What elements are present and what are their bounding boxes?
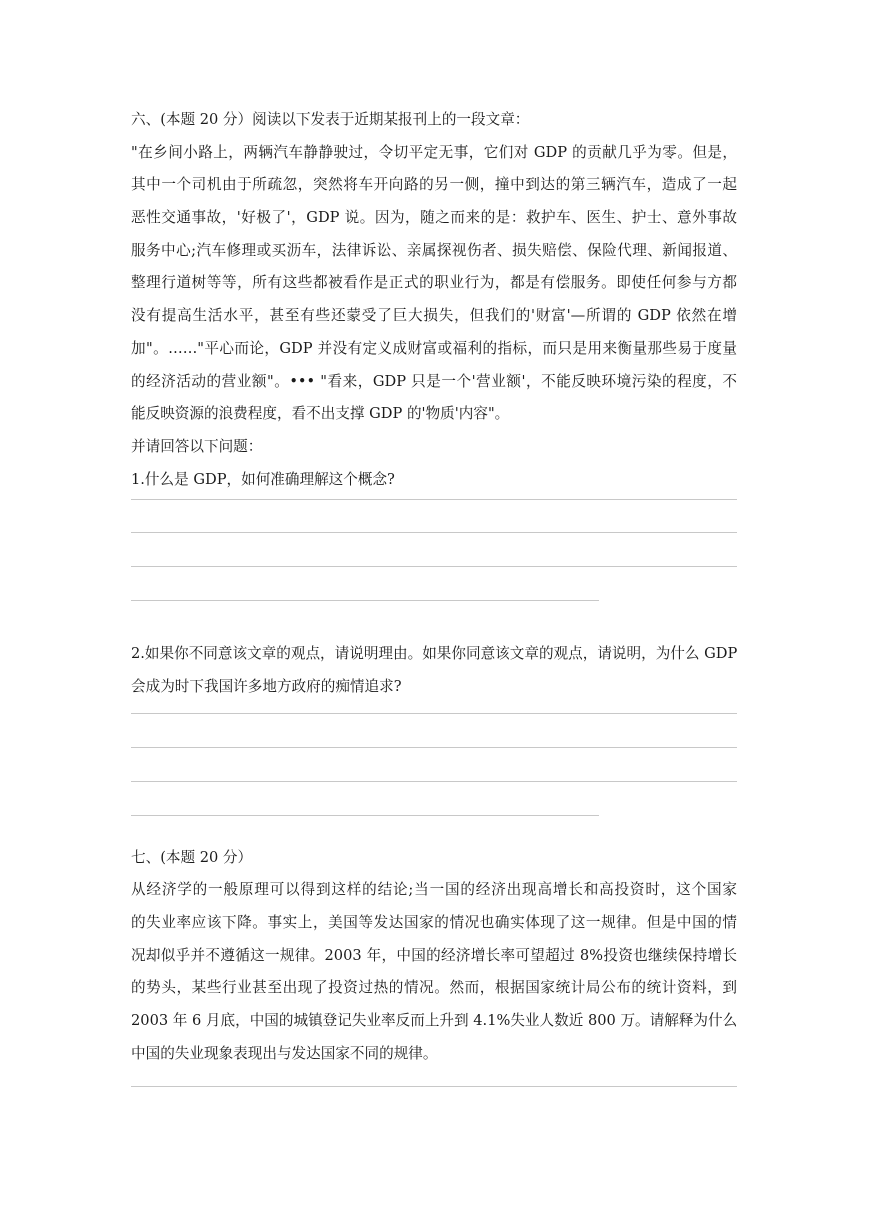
passage-line: 没有提高生活水平，甚至有些还蒙受了巨大损失，但我们的'财富'—所谓的 GDP 依然在增 — [131, 307, 737, 325]
passage-line: 整理行道树等等，所有这些都被看作是正式的职业行为，都是有偿服务。即使任何参与方都 — [131, 274, 737, 292]
document-page — [131, 104, 737, 1090]
section-6-heading: 六、(本题 20 分）阅读以下发表于近期某报刊上的一段文章： — [131, 111, 530, 128]
answer-line — [131, 815, 599, 816]
answer-line — [131, 532, 737, 533]
section-6-passage — [131, 137, 737, 431]
body-line: 2003 年 6 月底，中国的城镇登记失业率反而上升到 4.1%失业人数近 800 万。请解释为什么 — [131, 1012, 738, 1030]
answer-lines-s7 — [131, 1070, 737, 1090]
question-2-line: 2.如果你不同意该文章的观点，请说明理由。如果你同意该文章的观点，请说明，为什么 GDP — [131, 645, 738, 663]
answer-line — [131, 499, 737, 500]
passage-line: 服务中心;汽车修理或买沥车，法律诉讼、亲属探视伤者、损失赔偿、保险代理、新闻报道、 — [131, 241, 737, 259]
body-line: 从经济学的一般原理可以得到这样的结论;当一国的经济出现高增长和高投资时，这个国家 — [131, 881, 737, 899]
answer-line — [131, 600, 599, 601]
passage-line: 其中一个司机由于所疏忽，突然将车开向路的另一侧，撞中到达的第三辆汽车，造成了一起 — [131, 176, 737, 194]
body-line: 的失业率应该下降。事实上，美国等发达国家的情况也确实体现了这一规律。但是中国的情 — [131, 914, 737, 931]
instruction-text: 并请回答以下问题： — [131, 437, 263, 455]
answer-line — [131, 781, 737, 782]
section-7-heading: 七、(本题 20 分） — [131, 848, 253, 866]
body-line: 中国的失业现象表现出与发达国家不同的规律。 — [131, 1044, 438, 1062]
passage-line: 能反映资源的浪费程度，看不出支撑 GDP 的'物质'内容"。 — [131, 405, 510, 423]
answer-lines-q1 — [131, 496, 737, 612]
passage-line: 加"。……"平心而论，GDP 并没有定义成财富或福利的指标，而只是用来衡量那些易于度量 — [131, 339, 737, 357]
question-1: 1.什么是 GDP，如何准确理解这个概念? — [131, 470, 395, 488]
body-line: 的势头，某些行业甚至出现了投资过热的情况。然而，根据国家统计局公布的统计资料，到 — [131, 979, 737, 997]
passage-line: 的经济活动的营业额"。••• "看来，GDP 只是一个'营业额'，不能反映环境污染的程度，不 — [131, 372, 737, 390]
passage-line: "在乡间小路上，两辆汽车静静驶过，令切平定无事，它们对 GDP 的贡献几乎为零。但是， — [131, 143, 737, 161]
body-line: 况却似乎并不遵循这一规律。2003 年，中国的经济增长率可望超过 8%投资也继续保持增长 — [131, 946, 737, 964]
question-2-line: 会成为时下我国许多地方政府的痴情追求? — [131, 677, 402, 695]
answer-line — [131, 747, 737, 748]
answer-line — [131, 713, 737, 714]
passage-line: 恶性交通事故，'好极了'，GDP 说。因为，随之而来的是：救护车、医生、护士、意外事故 — [131, 209, 737, 227]
answer-line — [131, 1086, 737, 1087]
section-7-body — [131, 874, 737, 1070]
answer-lines-q2 — [131, 704, 737, 820]
answer-line — [131, 566, 737, 567]
